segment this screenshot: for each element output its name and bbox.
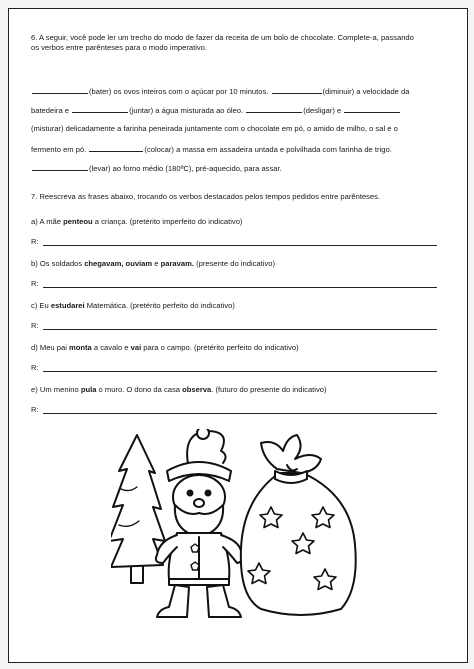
answer-line-d[interactable] bbox=[43, 371, 437, 372]
q7-item-e: e) Um menino pula o muro. O dono da casa observa. (futuro do presente do indicativo) bbox=[31, 385, 327, 394]
recipe-text: batedeira e bbox=[31, 106, 69, 115]
answer-label: R: bbox=[31, 237, 39, 246]
recipe-text: (colocar) a massa em assadeira untada e polvilhada com farinha de trigo. bbox=[144, 145, 392, 154]
answer-line-e[interactable] bbox=[43, 413, 437, 414]
q6-recipe-line5 bbox=[31, 162, 282, 174]
q7-item-b: b) Os soldados chegavam, ouviam e paravam. (presente do indicativo) bbox=[31, 259, 275, 268]
recipe-text: (levar) ao forno médio (180ºC), pré-aquecido, para assar. bbox=[89, 164, 282, 173]
blank-field[interactable] bbox=[89, 143, 143, 152]
q6-intro-line2: os verbos entre parênteses para o modo imperativo. bbox=[31, 43, 208, 52]
q6-recipe-line2 bbox=[31, 104, 401, 116]
q6-recipe-line4 bbox=[31, 143, 392, 155]
blank-field[interactable] bbox=[344, 104, 400, 113]
answer-line-c[interactable] bbox=[43, 329, 437, 330]
recipe-text: fermento em pó. bbox=[31, 145, 87, 154]
q6-recipe-line1 bbox=[31, 85, 409, 97]
q6-recipe-line3: (misturar) delicadamente a farinha peneirada juntamente com o chocolate em pó, o amido de milho, o sal e o bbox=[31, 124, 398, 133]
q6-intro-line1: 6. A seguir, você pode ler um trecho do modo de fazer da receita de um bolo de chocolate. Complete-a, passando bbox=[31, 33, 414, 42]
q7-item-d: d) Meu pai monta a cavalo e vai para o campo. (pretérito perfeito do indicativo) bbox=[31, 343, 299, 352]
answer-line-b[interactable] bbox=[43, 287, 437, 288]
answer-label: R: bbox=[31, 363, 39, 372]
q7-item-c: c) Eu estudarei Matemática. (pretérito perfeito do indicativo) bbox=[31, 301, 235, 310]
blank-field[interactable] bbox=[246, 104, 302, 113]
recipe-text: (diminuir) a velocidade da bbox=[322, 87, 410, 96]
answer-label: R: bbox=[31, 321, 39, 330]
worksheet-page bbox=[8, 8, 468, 663]
q7-intro: 7. Reescreva as frases abaixo, trocando os verbos destacados pelos tempos pedidos entre parênteses. bbox=[31, 192, 381, 201]
recipe-text: (juntar) a água misturada ao óleo. bbox=[129, 106, 244, 115]
blank-field[interactable] bbox=[72, 104, 128, 113]
answer-label: R: bbox=[31, 405, 39, 414]
q7-item-a: a) A mãe penteou a criança. (pretérito imperfeito do indicativo) bbox=[31, 217, 243, 226]
blank-field[interactable] bbox=[32, 162, 88, 171]
blank-field[interactable] bbox=[272, 85, 322, 94]
recipe-text: (bater) os ovos inteiros com o açúcar por 10 minutos. bbox=[89, 87, 269, 96]
blank-field[interactable] bbox=[32, 85, 88, 94]
answer-label: R: bbox=[31, 279, 39, 288]
santa-icon bbox=[156, 429, 243, 617]
recipe-text: (desligar) e bbox=[303, 106, 342, 115]
gift-bag-icon bbox=[241, 435, 356, 615]
santa-tree-gift-bag-icon bbox=[111, 429, 361, 629]
answer-line-a[interactable] bbox=[43, 245, 437, 246]
